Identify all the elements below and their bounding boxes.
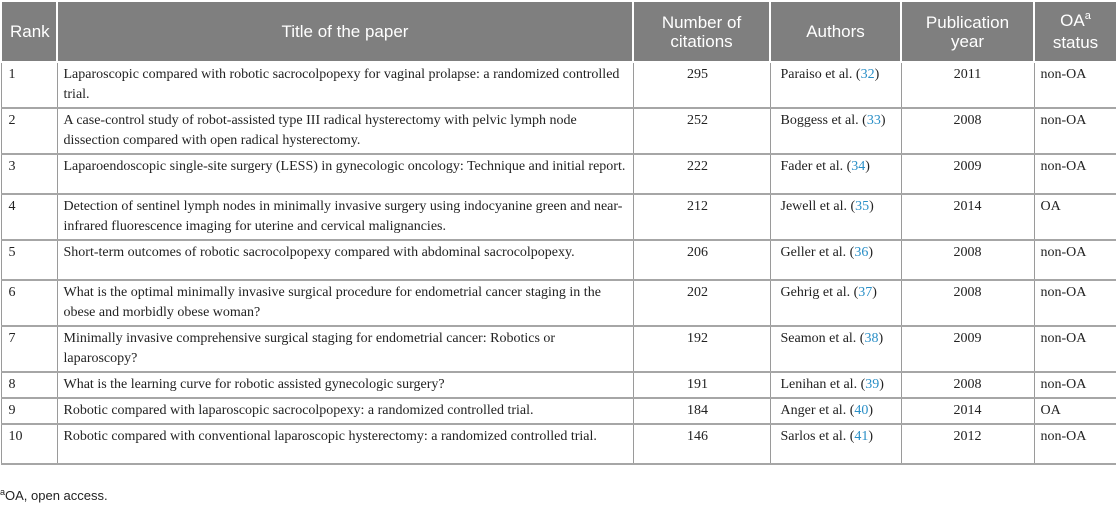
reference-link[interactable]: 36	[854, 245, 869, 260]
reference-link[interactable]: 32	[860, 67, 875, 82]
cell-citations: 295	[633, 62, 770, 108]
footnote-mark: a	[0, 487, 6, 497]
reference-link[interactable]: 34	[851, 159, 866, 174]
cell-authors	[770, 398, 901, 424]
cell-title: Minimally invasive comprehensive surgical staging for endometrial cancer: Robotics or laparoscopy?	[57, 326, 633, 372]
cell-authors	[770, 62, 901, 108]
table-row	[1, 62, 1116, 108]
cell-rank: 4	[1, 194, 57, 240]
cell-oa-status: non-OA	[1034, 62, 1116, 108]
author-close: )	[874, 67, 880, 82]
cell-year: 2012	[901, 424, 1034, 464]
author-text: Paraiso et al. (	[780, 67, 861, 82]
cell-citations: 212	[633, 194, 770, 240]
cell-rank: 9	[1, 398, 57, 424]
cell-citations: 146	[633, 424, 770, 464]
cell-rank: 8	[1, 372, 57, 398]
cell-authors	[770, 280, 901, 326]
table-row	[1, 194, 1116, 240]
cell-oa-status: non-OA	[1034, 280, 1116, 326]
cell-rank: 6	[1, 280, 57, 326]
table-row	[1, 108, 1116, 154]
cell-year: 2008	[901, 240, 1034, 280]
cell-oa-status: OA	[1034, 398, 1116, 424]
author-close: )	[879, 377, 884, 392]
reference-link[interactable]: 40	[854, 403, 869, 418]
cell-year: 2008	[901, 372, 1034, 398]
header-oa-line2: status	[1052, 33, 1099, 52]
cell-rank: 1	[1, 62, 57, 108]
reference-link[interactable]: 33	[866, 113, 881, 128]
reference-link[interactable]: 35	[855, 199, 870, 214]
author-text: Seamon et al. (	[780, 331, 865, 346]
author-close: )	[868, 245, 874, 260]
author-close: )	[868, 429, 874, 444]
cell-title: A case-control study of robot-assisted type III radical hysterectomy with pelvic lymph node dissection compared with open radical hysterectomy.	[57, 108, 633, 154]
header-year	[901, 1, 1034, 62]
cell-year: 2014	[901, 194, 1034, 240]
header-year-line2: year	[950, 31, 985, 51]
author-text: Gehrig et al. (	[780, 285, 859, 300]
cell-rank: 3	[1, 154, 57, 194]
cell-oa-status: non-OA	[1034, 154, 1116, 194]
table-row	[1, 280, 1116, 326]
cell-year: 2008	[901, 280, 1034, 326]
author-close: )	[865, 159, 870, 174]
footnote-text: OA, open access.	[5, 488, 108, 503]
cell-title: Laparoscopic compared with robotic sacrocolpopexy for vaginal prolapse: a randomized controlled trial.	[57, 62, 633, 108]
header-rank: Rank	[1, 1, 57, 62]
cell-oa-status: non-OA	[1034, 424, 1116, 464]
header-citations-line1: Number of	[661, 12, 742, 32]
cell-title: Robotic compared with laparoscopic sacrocolpopexy: a randomized controlled trial.	[57, 398, 633, 424]
table-row	[1, 326, 1116, 372]
cell-oa-status: non-OA	[1034, 108, 1116, 154]
cell-year: 2009	[901, 154, 1034, 194]
cell-oa-status: non-OA	[1034, 326, 1116, 372]
header-oa-sup: a	[1084, 10, 1091, 22]
cell-rank: 5	[1, 240, 57, 280]
cell-citations: 191	[633, 372, 770, 398]
header-citations	[633, 1, 770, 62]
cell-year: 2011	[901, 62, 1034, 108]
cell-oa-status: OA	[1034, 194, 1116, 240]
reference-link[interactable]: 39	[865, 377, 880, 392]
cell-year: 2014	[901, 398, 1034, 424]
header-oa-status	[1034, 1, 1116, 62]
author-close: )	[868, 403, 874, 418]
author-text: Anger et al. (	[780, 403, 855, 418]
reference-link[interactable]: 37	[858, 285, 873, 300]
reference-link[interactable]: 41	[854, 429, 869, 444]
author-text: Fader et al. (	[780, 159, 852, 174]
cell-citations: 206	[633, 240, 770, 280]
cell-authors	[770, 154, 901, 194]
table-row	[1, 240, 1116, 280]
cell-rank: 7	[1, 326, 57, 372]
header-oa-main: OA	[1060, 11, 1085, 30]
author-close: )	[878, 331, 884, 346]
cell-oa-status: non-OA	[1034, 372, 1116, 398]
cell-year: 2008	[901, 108, 1034, 154]
author-text: Boggess et al. (	[780, 113, 867, 128]
table-row	[1, 154, 1116, 194]
cell-title: Short-term outcomes of robotic sacrocolpopexy compared with abdominal sacrocolpopexy.	[57, 240, 633, 280]
cell-title: What is the optimal minimally invasive surgical procedure for endometrial cancer staging in the obese and morbidly obese woman?	[57, 280, 633, 326]
author-close: )	[880, 113, 886, 128]
author-close: )	[869, 199, 874, 214]
cell-title: What is the learning curve for robotic assisted gynecologic surgery?	[57, 372, 633, 398]
author-text: Jewell et al. (	[780, 199, 856, 214]
cell-citations: 252	[633, 108, 770, 154]
cell-title: Laparoendoscopic single-site surgery (LESS) in gynecologic oncology: Technique and initial report.	[57, 154, 633, 194]
author-close: )	[872, 285, 877, 300]
table-row	[1, 372, 1116, 398]
cell-citations: 184	[633, 398, 770, 424]
cell-year: 2009	[901, 326, 1034, 372]
cell-authors	[770, 194, 901, 240]
cell-rank: 2	[1, 108, 57, 154]
cell-citations: 202	[633, 280, 770, 326]
author-text: Geller et al. (	[780, 245, 855, 260]
reference-link[interactable]: 38	[864, 331, 879, 346]
header-title: Title of the paper	[57, 1, 633, 62]
header-row	[1, 1, 1116, 62]
cell-title: Detection of sentinel lymph nodes in minimally invasive surgery using indocyanine green and near-infrared fluorescence imaging for uterine and cervical malignancies.	[57, 194, 633, 240]
cell-title: Robotic compared with conventional laparoscopic hysterectomy: a randomized controlled trial.	[57, 424, 633, 464]
cell-citations: 222	[633, 154, 770, 194]
cell-rank: 10	[1, 424, 57, 464]
table-footnote	[0, 488, 108, 503]
cell-authors	[770, 372, 901, 398]
cell-authors	[770, 240, 901, 280]
table-row	[1, 424, 1116, 464]
table-row	[1, 398, 1116, 424]
cell-authors	[770, 326, 901, 372]
cell-authors	[770, 424, 901, 464]
header-authors: Authors	[770, 1, 901, 62]
cell-authors	[770, 108, 901, 154]
cell-citations: 192	[633, 326, 770, 372]
author-text: Lenihan et al. (	[780, 377, 866, 392]
author-text: Sarlos et al. (	[780, 429, 855, 444]
header-year-line1: Publication	[925, 12, 1010, 32]
header-citations-line2: citations	[670, 31, 733, 51]
cell-oa-status: non-OA	[1034, 240, 1116, 280]
